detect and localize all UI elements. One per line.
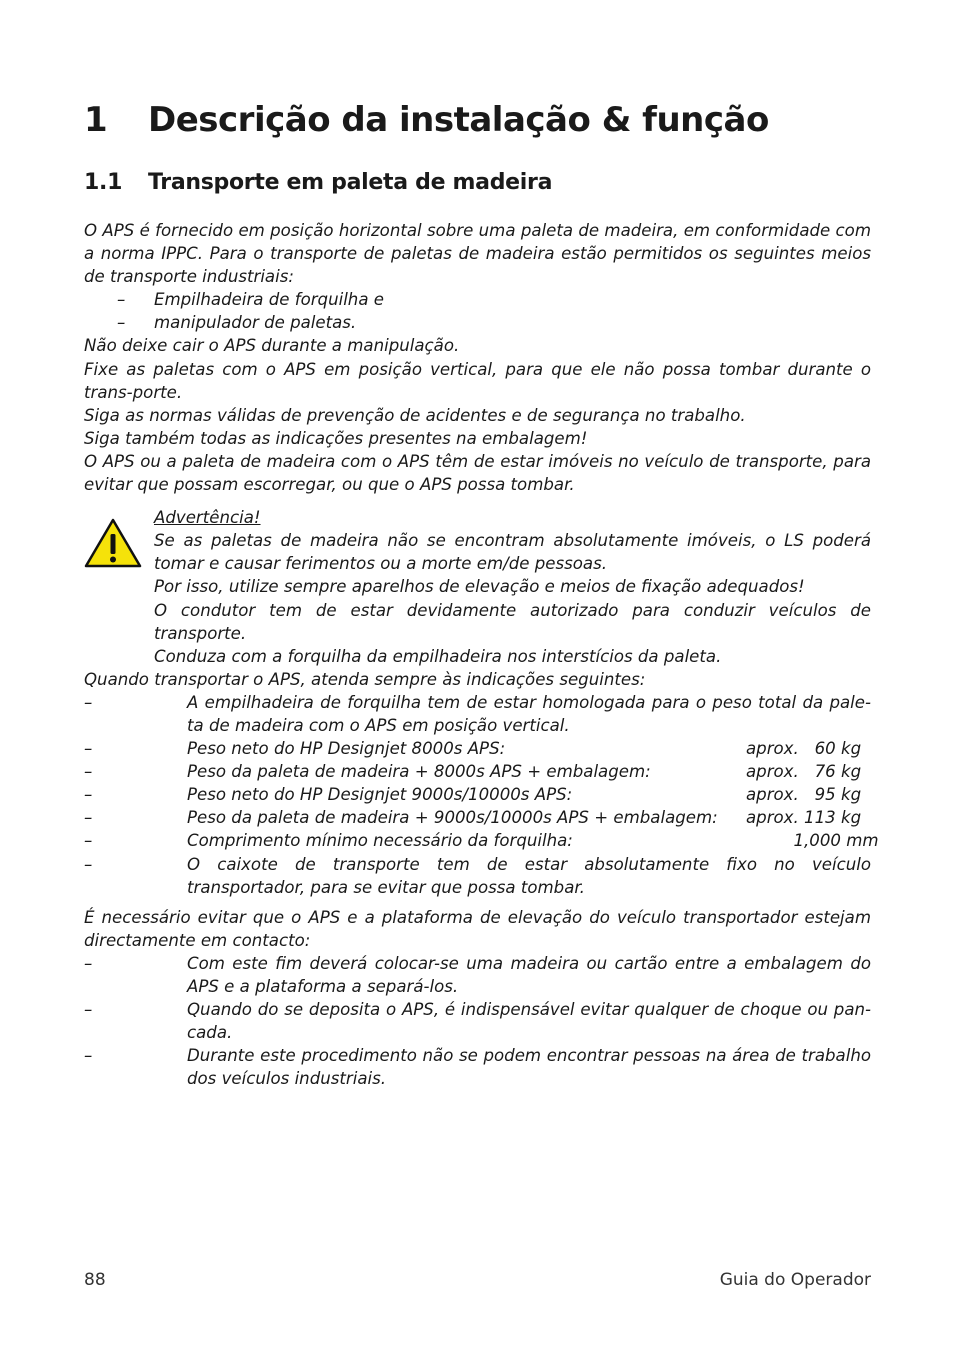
section-heading xyxy=(84,170,552,195)
weight-row xyxy=(84,806,871,829)
list-item-text: Durante este procedimento não se podem encontrar pessoas na área de trabalho dos veículos industriais. xyxy=(187,1046,871,1089)
warning-block xyxy=(84,506,871,668)
list-dash: – xyxy=(84,1046,93,1066)
weight-row xyxy=(84,783,871,806)
list-dash: – xyxy=(84,953,93,973)
paragraph: Fixe as paletas com o APS em posição vertical, para que ele não possa tombar durante o trans-porte. xyxy=(84,359,871,402)
list-dash: – xyxy=(84,739,93,759)
list-item-text: Empilhadeira de forquilha e xyxy=(154,290,384,310)
list-item-text: O caixote de transporte tem de estar absolutamente fixo no veículo transportador, para se evitar que possa tombar. xyxy=(187,854,871,897)
page-footer xyxy=(84,1270,871,1290)
page-number: 88 xyxy=(84,1270,106,1290)
list-item-text: Com este fim deverá colocar-se uma madeira ou cartão entre a embalagem do APS e a plataforma a separá-los. xyxy=(187,953,871,996)
warning-line: Se as paletas de madeira não se encontram absolutamente imóveis, o LS poderá tomar e causar ferimentos ou a morte em/de pessoas. xyxy=(154,531,871,574)
list-dash: – xyxy=(84,831,93,851)
weight-value: aprox. 60 kg xyxy=(746,739,862,759)
weight-value: aprox. 113 kg xyxy=(746,808,862,828)
list-item xyxy=(84,1044,871,1090)
chapter-number: 1 xyxy=(84,100,108,140)
list-dash: – xyxy=(117,290,126,310)
weight-row xyxy=(84,760,871,783)
section-number: 1.1 xyxy=(84,170,123,195)
list-dash: – xyxy=(84,692,93,712)
weight-label: Peso da paleta de madeira + 8000s APS + embalagem: xyxy=(187,762,651,782)
weight-value: 1,000 mm xyxy=(746,831,879,851)
list-item-text: Quando do se deposita o APS, é indispensável evitar qualquer de choque ou pan-cada. xyxy=(187,1000,871,1043)
paragraph: Não deixe cair o APS durante a manipulação. xyxy=(84,336,460,356)
warning-text xyxy=(154,506,871,668)
chapter-heading xyxy=(84,100,871,140)
weight-row xyxy=(84,829,879,852)
weight-label: Comprimento mínimo necessário da forquilha: xyxy=(187,831,573,851)
warning-triangle-icon xyxy=(84,506,154,668)
chapter-title: Descrição da instalação & função xyxy=(148,100,769,140)
list-item xyxy=(84,691,871,737)
list-dash: – xyxy=(84,762,93,782)
intro-paragraph: O APS é fornecido em posição horizontal sobre uma paleta de madeira, em conformidade com a norma IPPC. Para o transporte de paletas de madeira estão permitidos os seguintes meios de transporte industriais: xyxy=(84,221,871,287)
section-title: Transporte em paleta de madeira xyxy=(148,170,553,195)
paragraph: Siga as normas válidas de prevenção de acidentes e de segurança no trabalho. xyxy=(84,405,746,425)
body-text xyxy=(84,219,879,1090)
list-item xyxy=(84,853,871,899)
warning-line: Conduza com a forquilha da empilhadeira nos interstícios da paleta. xyxy=(154,646,722,666)
list-dash: – xyxy=(117,313,126,333)
warning-line: Por isso, utilize sempre aparelhos de elevação e meios de fixação adequados! xyxy=(154,577,805,597)
list-item xyxy=(84,998,871,1044)
list-item-text: A empilhadeira de forquilha tem de estar homologada para o peso total da pale-ta de madeira com o APS em posição vertical. xyxy=(187,692,871,735)
list-item-text: manipulador de paletas. xyxy=(154,313,357,333)
paragraph: O APS ou a paleta de madeira com o APS têm de estar imóveis no veículo de transporte, para evitar que possam escorregar, ou que o APS possa tombar. xyxy=(84,451,871,495)
list-item xyxy=(84,952,871,998)
transport-intro: Quando transportar o APS, atenda sempre às indicações seguintes: xyxy=(84,669,646,689)
list-dash: – xyxy=(84,854,93,874)
weight-label: Peso da paleta de madeira + 9000s/10000s APS + embalagem: xyxy=(187,808,718,828)
list-item xyxy=(84,311,871,334)
list-dash: – xyxy=(84,1000,93,1020)
weight-value: aprox. 76 kg xyxy=(746,762,862,782)
weight-row xyxy=(84,737,871,760)
list-dash: – xyxy=(84,808,93,828)
document-title: Guia do Operador xyxy=(719,1270,871,1290)
warning-title: Advertência! xyxy=(154,508,261,528)
list-item xyxy=(84,288,871,311)
paragraph: Siga também todas as indicações presentes na embalagem! xyxy=(84,428,588,448)
warning-line: O condutor tem de estar devidamente autorizado para conduzir veículos de transporte. xyxy=(154,600,871,643)
weight-label: Peso neto do HP Designjet 8000s APS: xyxy=(187,739,506,759)
list-dash: – xyxy=(84,785,93,805)
contact-intro: É necessário evitar que o APS e a plataforma de elevação do veículo transportador estejam directamente em contacto: xyxy=(84,907,871,950)
weight-label: Peso neto do HP Designjet 9000s/10000s APS: xyxy=(187,785,573,805)
weight-value: aprox. 95 kg xyxy=(746,785,862,805)
